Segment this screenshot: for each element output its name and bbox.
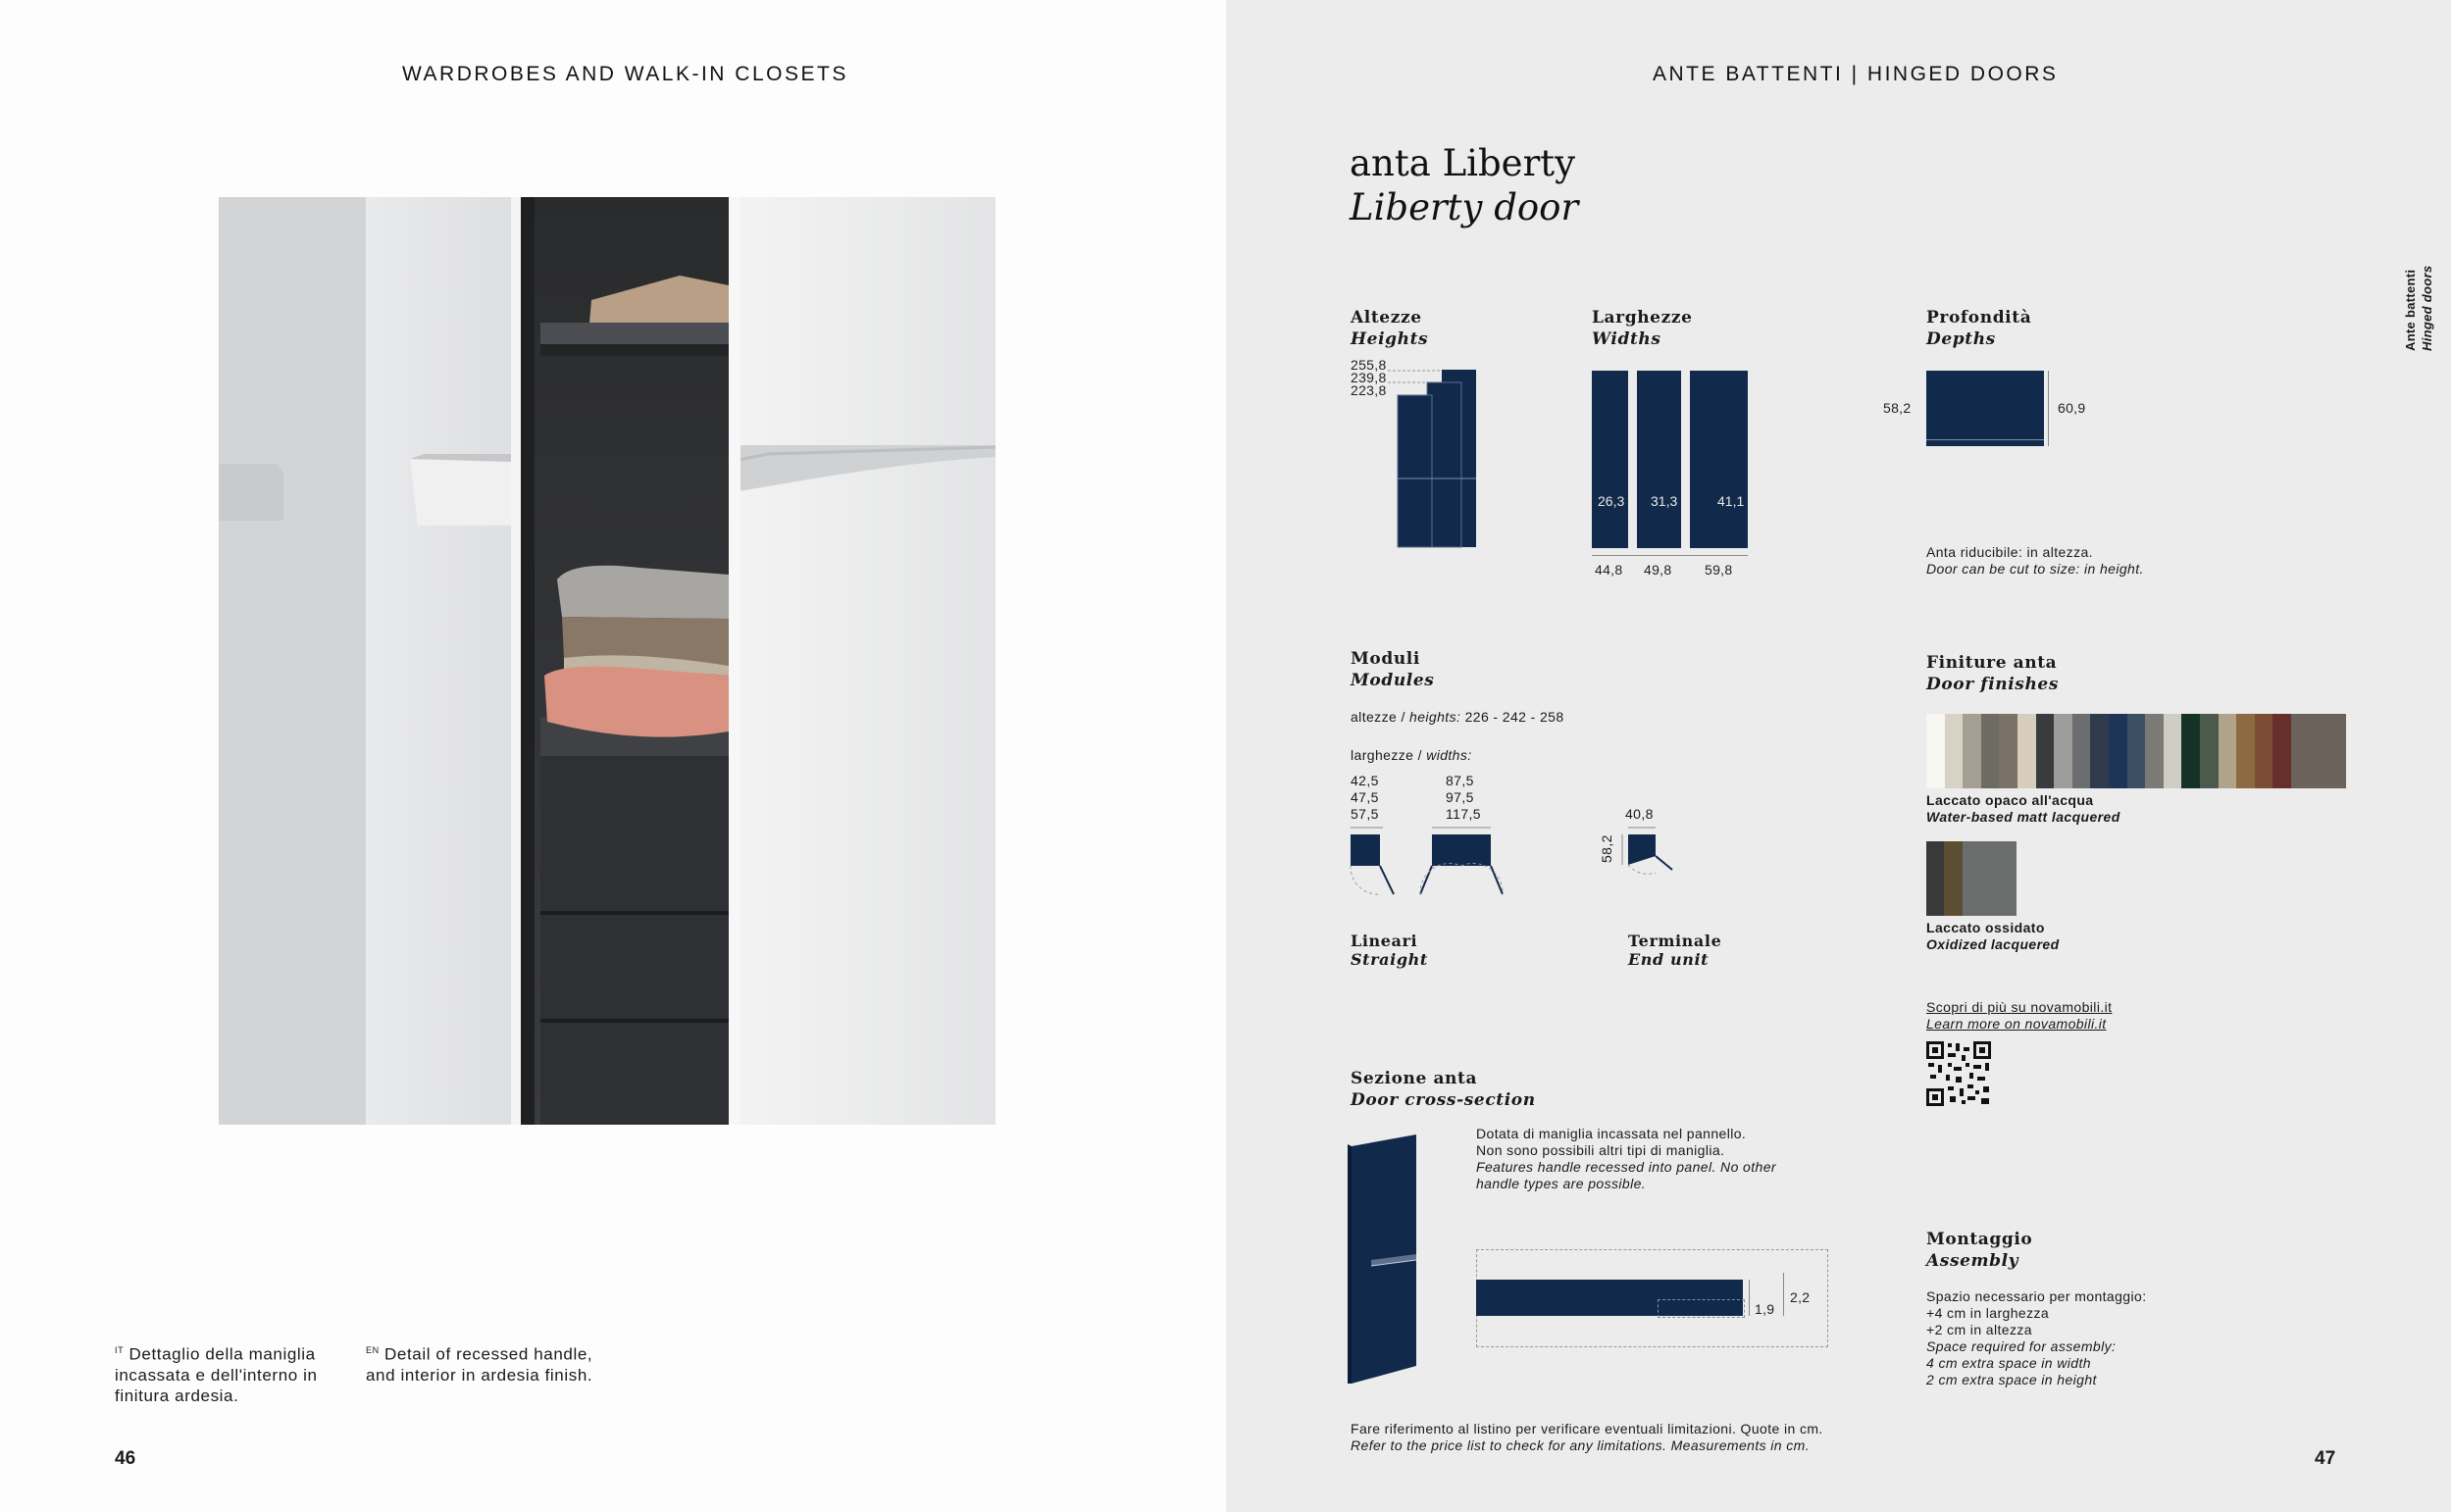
width-door-1 (1592, 371, 1628, 548)
color-swatch[interactable] (2109, 714, 2127, 788)
color-swatch[interactable] (2164, 714, 2182, 788)
depth-left: 58,2 (1883, 400, 1912, 416)
product-title-en: Liberty door (1350, 186, 1579, 228)
color-swatch[interactable] (1980, 841, 1998, 916)
footer-note (1351, 1421, 1823, 1454)
caption-en-tag: EN (366, 1345, 380, 1355)
modules-straight-it: Lineari (1351, 932, 1418, 950)
depth-dimension-line (2048, 371, 2049, 446)
color-swatch[interactable] (2054, 714, 2072, 788)
module-width: 42,5 (1351, 773, 1379, 788)
section-desc-it-1: Dotata di maniglia incassata nel pannello. (1476, 1126, 1747, 1141)
modules-heights-label-en: heights: (1409, 709, 1461, 725)
section-dim-2: 2,2 (1790, 1289, 1811, 1305)
modules-heading-en: Modules (1351, 671, 1435, 690)
height-value: 239,8 (1351, 370, 1387, 385)
modules-heights-values: 226 - 242 - 258 (1464, 709, 1564, 725)
width-outer-1: 44,8 (1595, 562, 1623, 578)
assembly-line-en: 2 cm extra space in height (1926, 1372, 2097, 1387)
widths-heading-it: Larghezze (1592, 308, 1693, 328)
widths-heading-en: Widths (1592, 329, 1661, 349)
color-swatch[interactable] (1999, 841, 2017, 916)
assembly-line-it: +4 cm in larghezza (1926, 1305, 2050, 1321)
depth-right: 60,9 (2058, 400, 2086, 416)
color-swatch[interactable] (2219, 714, 2237, 788)
matt-label-en: Water-based matt lacquered (1926, 809, 2120, 825)
depths-note-en: Door can be cut to size: in height. (1926, 561, 2144, 577)
page-number-left: 46 (115, 1448, 136, 1469)
heights-heading-it: Altezze (1351, 308, 1422, 328)
wardrobe-photo-illustration (219, 197, 996, 1125)
link-en[interactable]: Learn more on novamobili.it (1926, 1016, 2107, 1032)
assembly-line-en: 4 cm extra space in width (1926, 1355, 2091, 1371)
modules-widths-label-it: larghezze / (1351, 747, 1422, 763)
modules-end-en: End unit (1628, 950, 1710, 969)
color-swatch[interactable] (2309, 714, 2327, 788)
modules-col2 (1446, 773, 1481, 823)
color-swatch[interactable] (2236, 714, 2255, 788)
module-width: 117,5 (1446, 806, 1481, 822)
section-heading-it: Sezione anta (1351, 1069, 1478, 1088)
section-dim-line-2 (1783, 1273, 1784, 1316)
depths-heading-en: Depths (1926, 329, 1996, 349)
module-width: 57,5 (1351, 806, 1379, 822)
section-dim-1: 1,9 (1755, 1301, 1775, 1317)
color-swatch[interactable] (1945, 714, 1964, 788)
assembly-heading-it: Montaggio (1926, 1230, 2033, 1249)
color-swatch[interactable] (2036, 714, 2055, 788)
depths-note (1926, 544, 2144, 578)
modules-heading-it: Moduli (1351, 649, 1420, 669)
height-value: 255,8 (1351, 357, 1387, 373)
width-outer-2: 49,8 (1644, 562, 1672, 578)
modules-end-diagram (1618, 824, 1687, 882)
caption-en-text: Detail of recessed handle, and interior in ardesia finish. (366, 1344, 593, 1385)
color-swatch[interactable] (1963, 714, 1981, 788)
finishes-heading-it: Finiture anta (1926, 653, 2058, 673)
page-number-right: 47 (2315, 1448, 2336, 1469)
depths-note-it: Anta riducibile: in altezza. (1926, 544, 2093, 560)
width-door-2 (1637, 371, 1681, 548)
oxidized-label-it: Laccato ossidato (1926, 920, 2045, 935)
module-width: 97,5 (1446, 789, 1474, 805)
modules-heights (1351, 709, 1564, 726)
heights-diagram (1388, 363, 1486, 551)
caption-it-text: Dettaglio della maniglia incassata e dell'interno in finitura ardesia. (115, 1344, 318, 1405)
caption-it (115, 1340, 335, 1406)
color-swatch[interactable] (2017, 714, 2036, 788)
color-swatch[interactable] (2272, 714, 2291, 788)
color-swatch[interactable] (2181, 714, 2200, 788)
color-swatch[interactable] (1926, 714, 1945, 788)
wardrobe-photo (219, 197, 996, 1125)
section-dim-line-1 (1749, 1280, 1750, 1316)
side-tab-it: Ante battenti (2403, 269, 2418, 351)
heights-values (1351, 359, 1387, 397)
side-tab-en-wrap (2420, 265, 2451, 366)
modules-col1 (1351, 773, 1379, 823)
color-swatch[interactable] (2127, 714, 2146, 788)
modules-widths-label-en: widths: (1426, 747, 1472, 763)
height-value: 223,8 (1351, 382, 1387, 398)
section-desc-en: Features handle recessed into panel. No other handle types are possible. (1476, 1159, 1776, 1191)
door-3d-diagram (1348, 1133, 1418, 1386)
color-swatch[interactable] (2255, 714, 2273, 788)
depth-diagram-line (1926, 439, 2044, 440)
matt-swatches (1926, 714, 2346, 788)
assembly-line-it: +2 cm in altezza (1926, 1322, 2032, 1337)
color-swatch[interactable] (2327, 714, 2346, 788)
finishes-heading-en: Door finishes (1926, 675, 2060, 694)
oxidized-swatches (1926, 841, 2017, 916)
product-title-it: anta Liberty (1350, 142, 1576, 184)
caption-en (366, 1340, 606, 1386)
color-swatch[interactable] (1926, 841, 1944, 916)
depths-heading-it: Profondità (1926, 308, 2032, 328)
section-desc-it-2: Non sono possibili altri tipi di maniglia. (1476, 1142, 1725, 1158)
color-swatch[interactable] (2200, 714, 2219, 788)
module-width: 87,5 (1446, 773, 1474, 788)
color-swatch[interactable] (1963, 841, 1980, 916)
color-swatch[interactable] (1944, 841, 1962, 916)
width-inner-3: 41,1 (1717, 493, 1745, 509)
assembly-notes (1926, 1288, 2146, 1388)
color-swatch[interactable] (1999, 714, 2017, 788)
footer-en: Refer to the price list to check for any limitations. Measurements in cm. (1351, 1437, 1811, 1453)
width-dimension-line (1592, 555, 1748, 556)
module-end-width: 40,8 (1625, 806, 1654, 822)
modules-widths-label (1351, 747, 1472, 764)
assembly-heading-en: Assembly (1926, 1251, 2019, 1271)
caption-it-tag: IT (115, 1345, 125, 1355)
color-swatch[interactable] (1981, 714, 2000, 788)
section-handle-recess (1658, 1299, 1745, 1318)
modules-heights-label-it: altezze / (1351, 709, 1405, 725)
matt-label-it: Laccato opaco all'acqua (1926, 792, 2094, 808)
width-inner-2: 31,3 (1651, 493, 1678, 509)
link-it[interactable]: Scopri di più su novamobili.it (1926, 999, 2113, 1015)
section-heading-en: Door cross-section (1351, 1090, 1536, 1110)
width-door-3 (1690, 371, 1748, 548)
qr-code-icon[interactable] (1926, 1041, 1991, 1106)
running-head-right: ANTE BATTENTI | HINGED DOORS (1653, 63, 2059, 85)
assembly-line-it: Spazio necessario per montaggio: (1926, 1288, 2147, 1304)
width-outer-3: 59,8 (1705, 562, 1733, 578)
section-description (1476, 1126, 1810, 1192)
oxidized-label-en: Oxidized lacquered (1926, 936, 2060, 952)
color-swatch[interactable] (2090, 714, 2109, 788)
color-swatch[interactable] (2072, 714, 2091, 788)
color-swatch[interactable] (2291, 714, 2310, 788)
modules-straight-en: Straight (1351, 950, 1428, 969)
modules-end-it: Terminale (1628, 932, 1722, 950)
assembly-line-en: Space required for assembly: (1926, 1338, 2117, 1354)
depth-diagram (1926, 371, 2044, 446)
color-swatch[interactable] (2145, 714, 2164, 788)
width-inner-1: 26,3 (1598, 493, 1625, 509)
module-end-depth: 58,2 (1599, 834, 1614, 863)
modules-straight-diagram (1344, 824, 1520, 902)
heights-heading-en: Heights (1351, 329, 1429, 349)
running-head-left: WARDROBES AND WALK-IN CLOSETS (402, 63, 848, 85)
module-width: 47,5 (1351, 789, 1379, 805)
footer-it: Fare riferimento al listino per verificare eventuali limitazioni. Quote in cm. (1351, 1421, 1823, 1436)
side-tab-en: Hinged doors (2420, 265, 2434, 351)
